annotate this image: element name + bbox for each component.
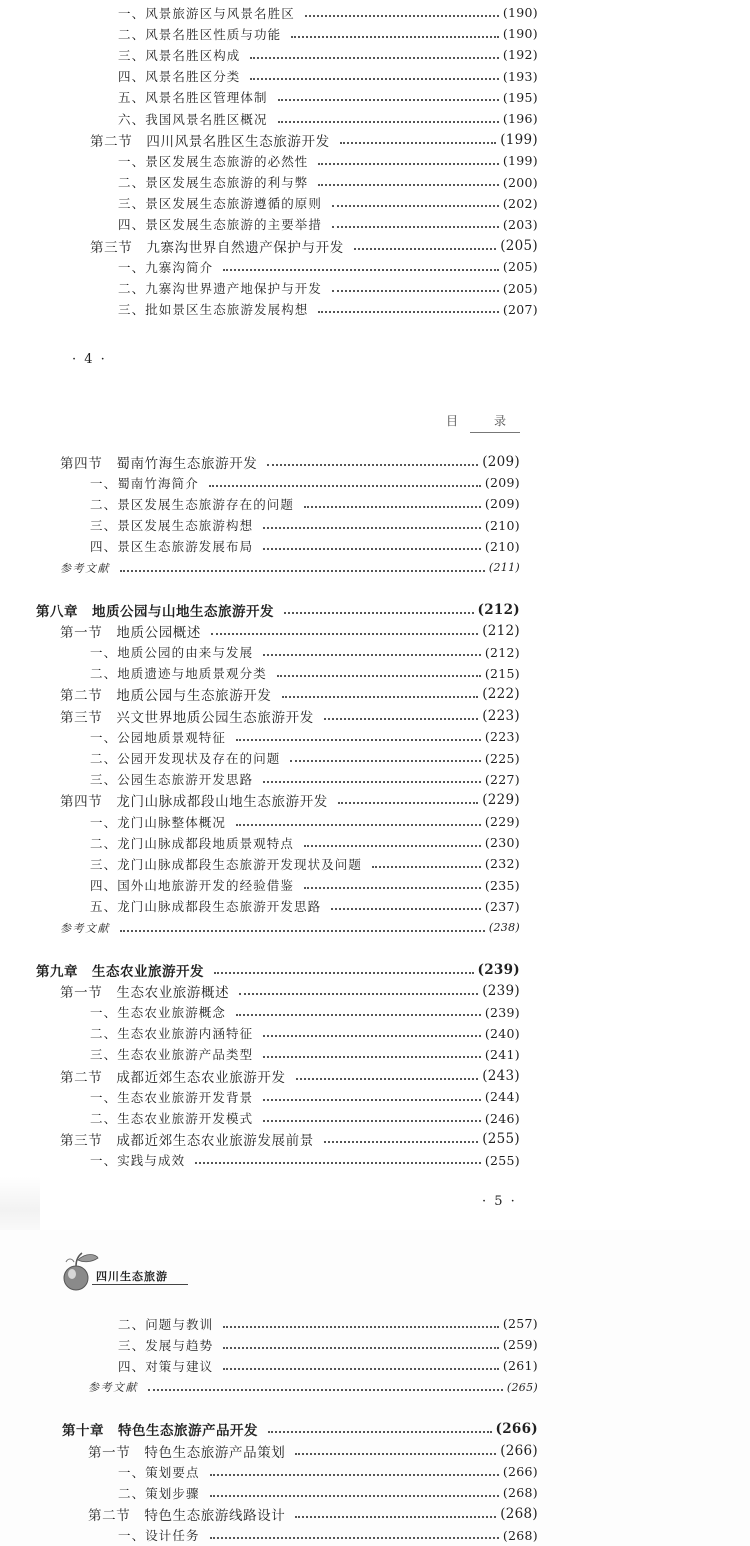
toc-entry-title: 二、策划步骤 bbox=[118, 1485, 200, 1501]
toc-entry[interactable] bbox=[90, 172, 538, 193]
toc-entry[interactable] bbox=[36, 642, 520, 663]
toc-section[interactable] bbox=[36, 684, 520, 705]
toc-entry-page: (239) bbox=[484, 1004, 520, 1020]
toc-entry-page: (211) bbox=[488, 561, 520, 575]
toc-entry-title: 三、公园生态旅游开发思路 bbox=[90, 772, 254, 788]
toc-entry[interactable] bbox=[90, 2, 538, 23]
toc-entry-page: (241) bbox=[484, 1046, 520, 1062]
toc-chapter[interactable] bbox=[36, 599, 520, 620]
toc-entry-title: 第一节 生态农业旅游概述 bbox=[60, 984, 230, 1001]
toc-entry-title: 三、生态农业旅游产品类型 bbox=[90, 1047, 254, 1063]
toc-entry[interactable] bbox=[36, 853, 520, 874]
toc-entry[interactable] bbox=[90, 108, 538, 129]
leader-dots bbox=[223, 1368, 499, 1370]
header-rule bbox=[470, 432, 520, 433]
toc-entry-title: 二、龙门山脉成都段地质景观特点 bbox=[90, 835, 295, 851]
toc-entry-page: (266) bbox=[500, 1442, 538, 1459]
toc-entry-page: (190) bbox=[502, 5, 538, 21]
leader-dots bbox=[263, 527, 481, 529]
toc-page-6 bbox=[0, 1230, 750, 1546]
toc-entry-title: 四、景区发展生态旅游的主要举措 bbox=[118, 217, 323, 233]
toc-entry-title: 二、公园开发现状及存在的问题 bbox=[90, 751, 281, 767]
toc-entry-page: (268) bbox=[502, 1485, 538, 1501]
toc-list bbox=[62, 1313, 538, 1546]
toc-entry-page: (209) bbox=[482, 453, 520, 470]
toc-entry-page: (205) bbox=[502, 259, 538, 275]
toc-entry-page: (205) bbox=[502, 280, 538, 296]
leader-dots bbox=[210, 1495, 499, 1497]
toc-entry-page: (246) bbox=[484, 1110, 520, 1126]
leader-dots bbox=[223, 1326, 499, 1328]
toc-entry-title: 二、景区发展生态旅游存在的问题 bbox=[90, 496, 295, 512]
toc-entry[interactable] bbox=[36, 726, 520, 747]
toc-entry-page: (229) bbox=[484, 814, 520, 830]
toc-entry-page: (238) bbox=[488, 921, 520, 935]
toc-section[interactable] bbox=[36, 620, 520, 641]
leader-dots bbox=[236, 824, 481, 826]
leader-dots bbox=[340, 142, 496, 144]
toc-section[interactable] bbox=[36, 1065, 520, 1086]
leader-dots bbox=[331, 908, 481, 910]
toc-entry-title: 参考文献 bbox=[60, 921, 110, 935]
toc-entry-page: (244) bbox=[484, 1089, 520, 1105]
toc-page-4 bbox=[0, 0, 750, 390]
leader-dots bbox=[263, 1056, 481, 1058]
leader-dots bbox=[282, 696, 479, 698]
toc-chapter[interactable] bbox=[62, 1419, 538, 1440]
toc-entry-page: (230) bbox=[484, 835, 520, 851]
toc-entry-title: 一、景区发展生态旅游的必然性 bbox=[118, 153, 309, 169]
leader-dots bbox=[304, 845, 481, 847]
leader-dots bbox=[278, 99, 499, 101]
toc-entry-page: (265) bbox=[506, 1380, 538, 1394]
toc-entry-title: 二、地质遗迹与地质景观分类 bbox=[90, 666, 267, 682]
toc-entry[interactable] bbox=[90, 193, 538, 214]
toc-entry-title: 第八章 地质公园与山地生态旅游开发 bbox=[36, 603, 274, 620]
toc-section[interactable] bbox=[62, 1440, 538, 1461]
toc-entry-page: (222) bbox=[482, 686, 520, 703]
toc-entry-title: 第三节 九寨沟世界自然遗产保护与开发 bbox=[90, 239, 344, 256]
toc-entry-title: 参考文献 bbox=[60, 561, 110, 575]
leader-dots bbox=[263, 1099, 481, 1101]
leader-dots bbox=[318, 311, 498, 313]
page-number: · 5 · bbox=[482, 1194, 517, 1209]
leader-dots bbox=[324, 1141, 478, 1143]
toc-entry-title: 第九章 生态农业旅游开发 bbox=[36, 963, 204, 980]
book-title-label: 四川生态旅游 bbox=[96, 1270, 168, 1283]
leader-dots bbox=[263, 781, 481, 783]
toc-entry-title: 一、策划要点 bbox=[118, 1464, 200, 1480]
toc-section[interactable] bbox=[90, 129, 538, 150]
toc-entry-title: 一、设计任务 bbox=[118, 1528, 200, 1544]
leader-dots bbox=[223, 1347, 499, 1349]
leader-dots bbox=[304, 506, 481, 508]
toc-entry[interactable] bbox=[36, 811, 520, 832]
toc-entry-page: (215) bbox=[484, 665, 520, 681]
toc-entry-title: 一、地质公园的由来与发展 bbox=[90, 645, 254, 661]
toc-entry-title: 三、龙门山脉成都段生态旅游开发现状及问题 bbox=[90, 856, 363, 872]
toc-entry-title: 第二节 四川风景名胜区生态旅游开发 bbox=[90, 133, 330, 150]
toc-entry-page: (255) bbox=[484, 1152, 520, 1168]
toc-entry[interactable] bbox=[36, 515, 520, 536]
toc-entry-page: (210) bbox=[484, 538, 520, 554]
leader-dots bbox=[354, 248, 496, 250]
toc-entry-page: (235) bbox=[484, 877, 520, 893]
leader-dots bbox=[318, 184, 498, 186]
leader-dots bbox=[263, 1120, 481, 1122]
toc-entry-page: (223) bbox=[484, 729, 520, 745]
toc-entry-title: 三、景区发展生态旅游构想 bbox=[90, 518, 254, 534]
toc-page-5 bbox=[0, 390, 750, 1230]
leader-dots bbox=[318, 163, 498, 165]
leader-dots bbox=[209, 485, 481, 487]
leader-dots bbox=[236, 1014, 481, 1016]
leader-dots bbox=[210, 1537, 499, 1539]
toc-entry-title: 一、风景旅游区与风景名胜区 bbox=[118, 5, 295, 21]
toc-entry-title: 第一节 特色生态旅游产品策划 bbox=[88, 1444, 286, 1461]
toc-entry-title: 一、生态农业旅游概念 bbox=[90, 1005, 227, 1021]
toc-entry[interactable] bbox=[36, 1002, 520, 1023]
toc-entry-page: (239) bbox=[477, 961, 520, 978]
toc-entry[interactable] bbox=[90, 214, 538, 235]
toc-entry-title: 一、公园地质景观特征 bbox=[90, 729, 227, 745]
toc-entry-title: 六、我国风景名胜区概况 bbox=[118, 111, 268, 127]
leader-dots bbox=[214, 972, 474, 974]
toc-entry-page: (190) bbox=[502, 26, 538, 42]
toc-references[interactable] bbox=[36, 557, 520, 578]
leader-dots bbox=[295, 1453, 496, 1455]
toc-entry[interactable] bbox=[90, 87, 538, 108]
toc-entry-page: (209) bbox=[484, 475, 520, 491]
toc-entry[interactable] bbox=[36, 832, 520, 853]
toc-entry-title: 第二节 地质公园与生态旅游开发 bbox=[60, 688, 272, 705]
toc-entry-title: 四、景区生态旅游发展布局 bbox=[90, 539, 254, 555]
toc-entry-page: (210) bbox=[484, 517, 520, 533]
toc-entry-page: (268) bbox=[502, 1527, 538, 1543]
toc-entry-title: 第三节 成都近郊生态农业旅游发展前景 bbox=[60, 1133, 314, 1150]
toc-section[interactable] bbox=[36, 451, 520, 472]
toc-entry-page: (261) bbox=[502, 1358, 538, 1374]
toc-chapter[interactable] bbox=[36, 959, 520, 980]
toc-entry-page: (237) bbox=[484, 898, 520, 914]
toc-entry[interactable] bbox=[62, 1355, 538, 1376]
leader-dots bbox=[195, 1162, 481, 1164]
leader-dots bbox=[263, 1035, 481, 1037]
toc-entry-title: 第四节 龙门山脉成都段山地生态旅游开发 bbox=[60, 794, 328, 811]
toc-entry-page: (239) bbox=[482, 982, 520, 999]
toc-entry-page: (223) bbox=[482, 707, 520, 724]
toc-entry-title: 四、国外山地旅游开发的经验借鉴 bbox=[90, 878, 295, 894]
leader-dots bbox=[305, 15, 499, 17]
leader-dots bbox=[332, 290, 499, 292]
toc-entry-page: (266) bbox=[502, 1464, 538, 1480]
toc-entry-title: 二、景区发展生态旅游的利与弊 bbox=[118, 175, 309, 191]
toc-entry-page: (196) bbox=[502, 111, 538, 127]
toc-entry[interactable] bbox=[36, 536, 520, 557]
leader-dots bbox=[250, 57, 498, 59]
toc-entry-page: (203) bbox=[502, 216, 538, 232]
leader-dots bbox=[291, 36, 499, 38]
toc-entry[interactable] bbox=[36, 493, 520, 514]
leader-dots bbox=[338, 802, 478, 804]
leader-dots bbox=[268, 1431, 492, 1433]
toc-entry[interactable] bbox=[90, 150, 538, 171]
toc-entry-page: (225) bbox=[484, 750, 520, 766]
toc-entry-title: 二、风景名胜区性质与功能 bbox=[118, 26, 282, 42]
toc-entry[interactable] bbox=[62, 1313, 538, 1334]
toc-entry[interactable] bbox=[62, 1482, 538, 1503]
leader-dots bbox=[295, 1516, 496, 1518]
toc-entry[interactable] bbox=[36, 1150, 520, 1171]
toc-entry-page: (200) bbox=[502, 174, 538, 190]
toc-entry-title: 二、九寨沟世界遗产地保护与开发 bbox=[118, 281, 323, 297]
leader-dots bbox=[263, 654, 481, 656]
toc-entry-page: (268) bbox=[500, 1506, 538, 1523]
leader-dots bbox=[239, 993, 478, 995]
toc-entry-page: (266) bbox=[495, 1421, 538, 1438]
leader-dots bbox=[277, 675, 481, 677]
toc-entry[interactable] bbox=[36, 472, 520, 493]
toc-entry[interactable] bbox=[62, 1525, 538, 1546]
toc-section[interactable] bbox=[62, 1504, 538, 1525]
leader-dots bbox=[148, 1389, 503, 1391]
running-header: 目 录 bbox=[445, 414, 518, 428]
toc-entry-title: 一、实践与成效 bbox=[90, 1153, 186, 1169]
toc-entry-title: 参考文献 bbox=[88, 1381, 138, 1395]
toc-entry-title: 五、风景名胜区管理体制 bbox=[118, 90, 268, 106]
toc-entry-page: (232) bbox=[484, 856, 520, 872]
toc-entry-page: (243) bbox=[482, 1067, 520, 1084]
leader-dots bbox=[223, 269, 499, 271]
toc-entry-page: (199) bbox=[500, 131, 538, 148]
toc-entry-title: 二、生态农业旅游开发模式 bbox=[90, 1111, 254, 1127]
toc-entry-title: 第三节 兴文世界地质公园生态旅游开发 bbox=[60, 709, 314, 726]
leader-dots bbox=[211, 633, 478, 635]
leader-dots bbox=[332, 226, 499, 228]
toc-entry-title: 四、对策与建议 bbox=[118, 1358, 214, 1374]
toc-entry-title: 五、龙门山脉成都段生态旅游开发思路 bbox=[90, 899, 322, 915]
header-rule bbox=[92, 1284, 188, 1285]
toc-entry-title: 二、问题与教训 bbox=[118, 1316, 214, 1332]
toc-entry[interactable] bbox=[90, 66, 538, 87]
toc-list bbox=[90, 2, 538, 320]
toc-entry[interactable] bbox=[36, 747, 520, 768]
toc-entry-title: 第十章 特色生态旅游产品开发 bbox=[62, 1423, 258, 1440]
leader-dots bbox=[263, 548, 481, 550]
toc-entry[interactable] bbox=[90, 277, 538, 298]
toc-entry-page: (209) bbox=[484, 496, 520, 512]
leader-dots bbox=[290, 760, 480, 762]
toc-entry-page: (212) bbox=[477, 601, 520, 618]
toc-entry[interactable] bbox=[36, 1086, 520, 1107]
toc-entry-title: 三、风景名胜区构成 bbox=[118, 47, 241, 63]
toc-entry-page: (227) bbox=[484, 771, 520, 787]
toc-references[interactable] bbox=[62, 1377, 538, 1398]
leader-dots bbox=[304, 887, 481, 889]
toc-entry-page: (202) bbox=[502, 195, 538, 211]
toc-entry[interactable] bbox=[36, 1044, 520, 1065]
leader-dots bbox=[120, 570, 485, 572]
toc-section[interactable] bbox=[90, 235, 538, 256]
toc-entry[interactable] bbox=[36, 769, 520, 790]
toc-entry-title: 一、蜀南竹海简介 bbox=[90, 475, 199, 491]
toc-entry-page: (259) bbox=[502, 1337, 538, 1353]
leader-dots bbox=[296, 1078, 479, 1080]
toc-entry-page: (212) bbox=[482, 622, 520, 639]
leader-dots bbox=[267, 464, 478, 466]
toc-entry-title: 一、龙门山脉整体概况 bbox=[90, 814, 227, 830]
leader-dots bbox=[324, 718, 478, 720]
toc-entry-page: (199) bbox=[502, 153, 538, 169]
page-number: · 4 · bbox=[72, 352, 107, 367]
toc-references[interactable] bbox=[36, 917, 520, 938]
toc-entry-title: 第二节 成都近郊生态农业旅游开发 bbox=[60, 1069, 286, 1086]
toc-entry-page: (255) bbox=[482, 1131, 520, 1148]
toc-entry[interactable] bbox=[62, 1334, 538, 1355]
toc-entry-page: (229) bbox=[482, 792, 520, 809]
toc-entry-title: 四、风景名胜区分类 bbox=[118, 69, 241, 85]
toc-entry[interactable] bbox=[90, 256, 538, 277]
leader-dots bbox=[120, 930, 485, 932]
toc-entry-title: 二、生态农业旅游内涵特征 bbox=[90, 1026, 254, 1042]
toc-entry[interactable] bbox=[36, 663, 520, 684]
leader-dots bbox=[210, 1474, 499, 1476]
toc-section[interactable] bbox=[36, 705, 520, 726]
toc-entry[interactable] bbox=[36, 1107, 520, 1128]
toc-entry-page: (207) bbox=[502, 301, 538, 317]
toc-list bbox=[36, 451, 520, 1171]
toc-entry-title: 一、生态农业旅游开发背景 bbox=[90, 1089, 254, 1105]
toc-section[interactable] bbox=[36, 790, 520, 811]
toc-entry-page: (192) bbox=[502, 47, 538, 63]
toc-entry[interactable] bbox=[62, 1461, 538, 1482]
toc-entry-page: (212) bbox=[484, 644, 520, 660]
toc-section[interactable] bbox=[36, 1129, 520, 1150]
toc-entry-title: 一、九寨沟简介 bbox=[118, 259, 214, 275]
toc-entry[interactable] bbox=[90, 23, 538, 44]
toc-entry[interactable] bbox=[90, 299, 538, 320]
leader-dots bbox=[372, 866, 481, 868]
leader-dots bbox=[332, 205, 499, 207]
leader-dots bbox=[250, 78, 498, 80]
toc-entry-page: (240) bbox=[484, 1025, 520, 1041]
toc-entry[interactable] bbox=[36, 896, 520, 917]
toc-entry-page: (195) bbox=[502, 89, 538, 105]
toc-entry-title: 第二节 特色生态旅游线路设计 bbox=[88, 1508, 286, 1525]
toc-section[interactable] bbox=[36, 980, 520, 1001]
toc-entry-title: 三、批如景区生态旅游发展构想 bbox=[118, 302, 309, 318]
toc-entry-title: 三、景区发展生态旅游遵循的原则 bbox=[118, 196, 323, 212]
toc-entry-page: (205) bbox=[500, 237, 538, 254]
toc-entry[interactable] bbox=[36, 1023, 520, 1044]
toc-entry-title: 第四节 蜀南竹海生态旅游开发 bbox=[60, 455, 258, 472]
toc-entry-page: (193) bbox=[502, 68, 538, 84]
toc-entry[interactable] bbox=[90, 44, 538, 65]
leader-dots bbox=[236, 739, 481, 741]
leader-dots bbox=[284, 612, 474, 614]
toc-entry-title: 第一节 地质公园概述 bbox=[60, 624, 201, 641]
toc-entry-title: 三、发展与趋势 bbox=[118, 1337, 214, 1353]
toc-entry[interactable] bbox=[36, 875, 520, 896]
toc-entry-page: (257) bbox=[502, 1316, 538, 1332]
leader-dots bbox=[278, 121, 499, 123]
